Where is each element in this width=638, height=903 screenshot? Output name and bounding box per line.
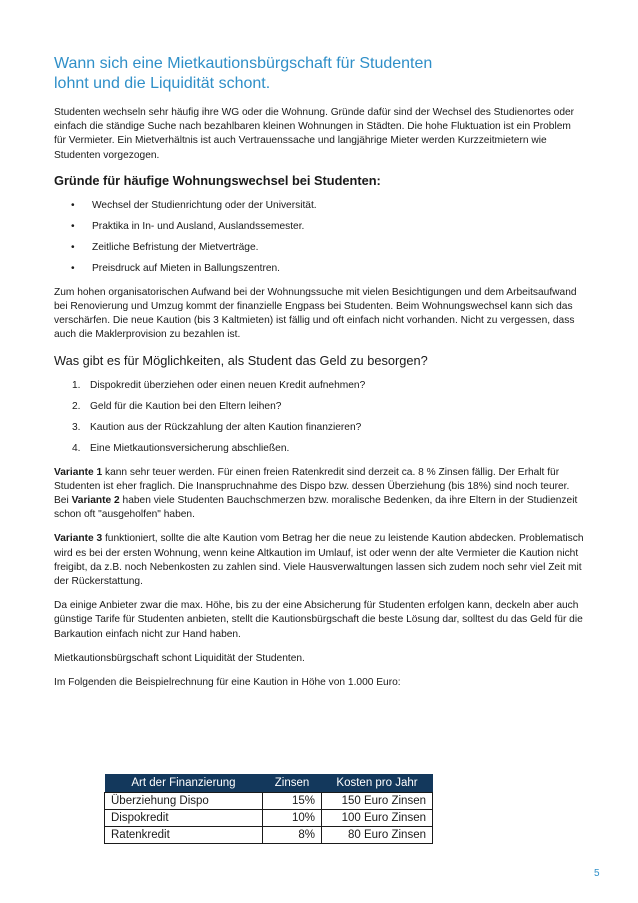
paragraph-variant-3 [54, 532, 584, 589]
list-item-text: Geld für die Kaution bei den Eltern leihen? [90, 400, 282, 412]
variant-3-label: Variante 3 [54, 533, 103, 545]
table-header-interest: Zinsen [263, 774, 322, 793]
section-heading-reasons: Gründe für häufige Wohnungswechsel bei Studenten: [54, 172, 381, 188]
table-cell-interest: 8% [263, 827, 322, 844]
list-item-text: Zeitliche Befristung der Mietverträge. [92, 241, 259, 253]
list-item-text: Wechsel der Studienrichtung oder der Universität. [92, 199, 317, 211]
list-item-text: Preisdruck auf Mieten in Ballungszentren. [92, 262, 281, 274]
list-number: 2. [72, 400, 81, 412]
list-number: 4. [72, 442, 81, 454]
table-header-financing: Art der Finanzierung [105, 774, 263, 793]
document-page [54, 54, 584, 700]
list-item-text: Kaution aus der Rückzahlung der alten Kaution finanzieren? [90, 421, 362, 433]
list-number: 1. [72, 379, 81, 391]
title-line-1: Wann sich eine Mietkautionsbürgschaft für Studenten [54, 55, 433, 72]
options-list [54, 379, 584, 456]
table-cell-cost: 150 Euro Zinsen [322, 793, 433, 810]
variant-3-text: funktioniert, sollte die alte Kaution vom Betrag her die neue zu leistende Kaution abdecken. Problematisch wird es bei der ersten Wohnung, wenn keine Altkaution im Umlauf, ist oder wenn der alte Vermieter die Kaution nicht freigibt, da z.B. noch Nebenkosten zu zahlen sind. Viele Hausverwaltungen lassen sich zudem noch sehr viel Zeit mit der Rückerstattung. [54, 533, 584, 588]
table-row [105, 827, 433, 844]
list-item [54, 220, 584, 234]
paragraph-offer: Da einige Anbieter zwar die max. Höhe, bis zu der eine Absicherung für Studenten erfolgen kann, deckeln aber auch günstige Tarife für Studenten anbieten, stellt die Kautionsbürgschaft die beste Lösung dar, solltest du das Geld für die Barkaution einfach nicht zur Hand haben. [54, 600, 583, 640]
list-item-text: Praktika in In- und Ausland, Auslandssemester. [92, 220, 305, 232]
variant-2-label: Variante 2 [71, 495, 120, 507]
table-cell-interest: 10% [263, 810, 322, 827]
cost-table [104, 774, 433, 844]
list-item [54, 421, 584, 435]
variant-1-label: Variante 1 [54, 466, 103, 478]
list-item [54, 262, 584, 276]
paragraph-organisation: Zum hohen organisatorischen Aufwand bei der Wohnungssuche mit vielen Besichtigungen und dem Arbeitsaufwand bei Renovierung und Umzug kommt der finanzielle Engpass bei Studenten. Beim Wohnungswechsel kann sich das verschärfen. Die neue Kaution (bis 3 Kaltmieten) ist fällig und oft einfach nicht vorhanden. Nicht zu vergessen, dass auch die Maklerprovision zu bezahlen ist. [54, 286, 577, 341]
list-item-text: Eine Mietkautionsversicherung abschließen. [90, 442, 290, 454]
table-cell-cost: 100 Euro Zinsen [322, 810, 433, 827]
table-cell-interest: 15% [263, 793, 322, 810]
bullet-icon: • [71, 262, 75, 274]
bullet-icon: • [71, 220, 75, 232]
paragraph-variant-1-2 [54, 466, 584, 523]
table-cell-financing: Dispokredit [105, 810, 263, 827]
table-cell-financing: Überziehung Dispo [105, 793, 263, 810]
variant-1-text: kann sehr teuer werden. Für einen freien Ratenkredit sind derzeit ca. 8 % Zinsen fällig. Der Erhalt für Studenten ist eher fraglich. Die Inanspruchnahme des Dispo bzw. dessen Überziehung (bis 18%) sind noch teurer. Bei [54, 466, 570, 507]
list-item [54, 241, 584, 255]
list-number: 3. [72, 421, 81, 433]
cost-table-wrapper [104, 774, 433, 844]
table-cell-financing: Ratenkredit [105, 827, 263, 844]
reasons-list [54, 199, 584, 276]
section-heading-options: Was gibt es für Möglichkeiten, als Student das Geld zu besorgen? [54, 352, 428, 368]
table-row [105, 793, 433, 810]
paragraph-liquidity: Mietkautionsbürgschaft schont Liquidität der Studenten. [54, 652, 305, 664]
variant-2-text: haben viele Studenten Bauchschmerzen bzw. moralische Bedenken, da ihre Eltern in der Studienzeit schon oft "ausgeholfen" haben. [54, 495, 578, 521]
paragraph-example: Im Folgenden die Beispielrechnung für eine Kaution in Höhe von 1.000 Euro: [54, 677, 401, 689]
intro-paragraph: Studenten wechseln sehr häufig ihre WG oder die Wohnung. Gründe dafür sind der Wechsel des Studienortes oder einfach die ständige Suche nach bezahlbaren kleinen Wohnungen in Städten. Die hohe Fluktuation ist ein Problem für Vermieter. Ein Mietverhältnis ist auch Vertrauenssache und langjährige Mieter werden Kurzzeitmietern wie Studenten vorgezogen. [54, 107, 575, 161]
page-title [54, 54, 584, 94]
list-item [54, 199, 584, 213]
page-number: 5 [594, 868, 600, 879]
list-item [54, 442, 584, 456]
table-cell-cost: 80 Euro Zinsen [322, 827, 433, 844]
list-item-text: Dispokredit überziehen oder einen neuen Kredit aufnehmen? [90, 379, 366, 391]
title-line-2: lohnt und die Liquidität schont. [54, 75, 271, 92]
list-item [54, 379, 584, 393]
table-row [105, 810, 433, 827]
list-item [54, 400, 584, 414]
bullet-icon: • [71, 241, 75, 253]
table-header-row [105, 774, 433, 793]
table-header-cost: Kosten pro Jahr [322, 774, 433, 793]
bullet-icon: • [71, 199, 75, 211]
